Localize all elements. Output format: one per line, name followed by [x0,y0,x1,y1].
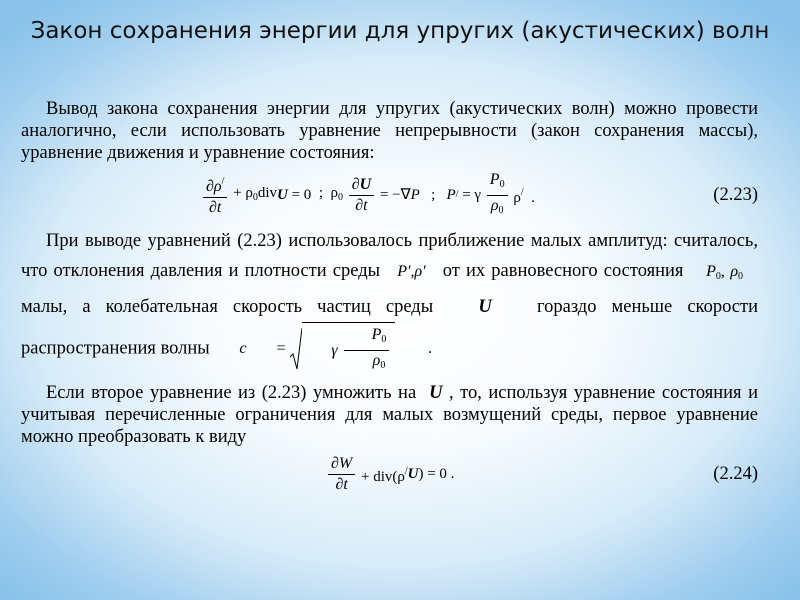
slide-title: Закон сохранения энергии для упругих (акустических) волн [30,18,770,44]
equation-2-24-line [21,448,758,500]
inline-formula-equilibrium: $P_0$, $\rho_0$ [706,263,744,282]
equation-2-23: $\frac{\partial\rho^/}{\partial t}$ + $\rho_0div$ U = 0 ; $\rho_0$ $\frac{\partial U}{\partial t}$ = −∇ P ; P / = γ $\frac{P_0}{\rho_0}$ ρ/ . [201,164,535,226]
equation-2-24: $\frac{\partial W}{\partial t}$ + div(ρ/ U ) = 0 . [326,448,454,500]
equation-2-23-line [21,164,758,226]
paragraph-small-amplitude: При выводе уравнений (2.23) использовалось приближение малых амплитуд: считалось, что отклонения давления и плотности среды P′,ρ′ от их равновесного состояния $P_0$, $\rho_0$ малы, а колебательная скорость частиц среды U гораздо меньше скорости распространения волны c = γ $\frac{P_0}{\rho_0}$ . [21,226,758,376]
inline-formula-velocity: U [448,297,522,317]
inline-formula-deviations: P′,ρ′ [397,263,437,280]
paragraph-derivation-intro: Вывод закона сохранения энергии для упругих (акустических волн) можно провести аналогично, если использовать уравнение непрерывности (закон сохранения массы), уравнение движения и уравнение состояния: [21,99,758,163]
paragraph-energy-transform: Если второе уравнение из (2.23) умножить на U , то, используя уравнение состояния и учитывая перечисленные ограничения для малых возмущений среды, первое уравнение можно преобразовать к виду [21,383,758,447]
inline-formula-sound-speed: c = γ $\frac{P_0}{\rho_0}$ . [214,322,432,376]
inline-formula-velocity-2: U [416,383,450,403]
equation-2-24-number: (2.24) [713,464,758,484]
slide-content [21,98,758,500]
equation-2-23-number: (2.23) [713,185,758,205]
